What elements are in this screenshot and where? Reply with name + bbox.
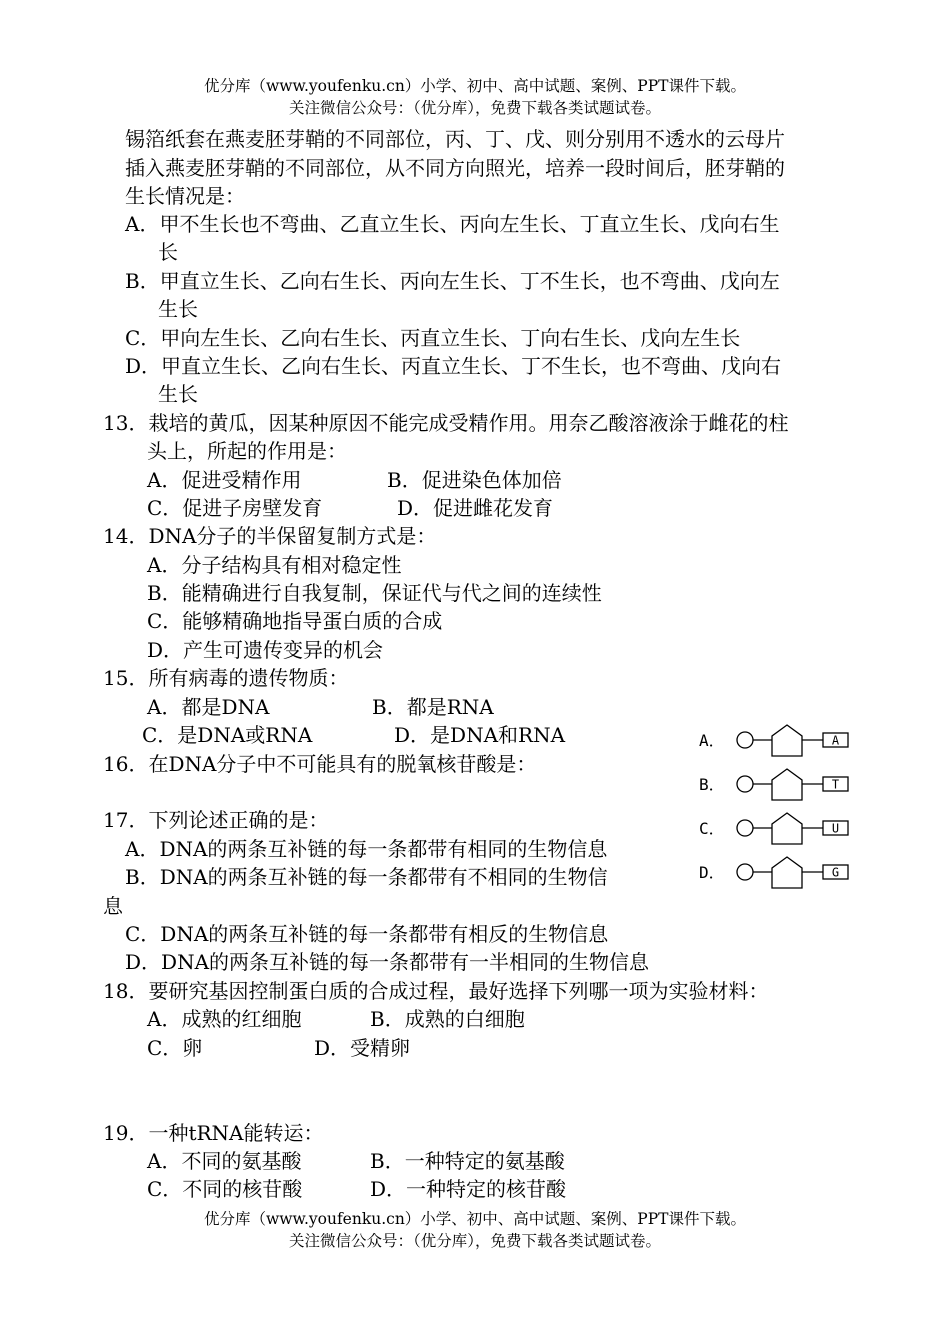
nucleotide-option-c [699, 813, 848, 844]
q14-option-d: D．产生可遗传变异的机会 [147, 638, 384, 662]
nucleotide-option-b [699, 769, 848, 800]
q18-option-c: C．卵 [147, 1036, 203, 1060]
nucleotide-option-d-label: D． [699, 863, 725, 882]
q18-option-b: B．成熟的白细胞 [370, 1007, 525, 1031]
q14-stem: 14．DNA分子的半保留复制方式是： [103, 524, 437, 548]
deoxyribose-a [772, 725, 802, 756]
q12-option-c: C．甲向左生长、乙向右生长、丙直立生长、丁向右生长、戊向左生长 [125, 326, 741, 350]
q13-option-c: C．促进子房壁发育 [147, 496, 323, 520]
base-c-letter: U [831, 821, 840, 836]
deoxyribose-b [772, 769, 802, 800]
q17-option-b: B．DNA的两条互补链的每一条都带有不相同的生物信 [125, 865, 608, 889]
q13-option-a: A．促进受精作用 [147, 468, 302, 492]
deoxyribose-d [772, 857, 802, 888]
nucleotide-option-a [699, 725, 848, 756]
q12-option-a-cont: 长 [158, 240, 178, 264]
q12-stem-line-1: 锡箔纸套在燕麦胚芽鞘的不同部位，丙、丁、戊、则分别用不透水的云母片 [125, 127, 785, 151]
q17-option-c: C．DNA的两条互补链的每一条都带有相反的生物信息 [125, 922, 609, 946]
q13-option-b: B．促进染色体加倍 [387, 468, 562, 492]
header-line-1: 优分库（www.youfenku.cn）小学、初中、高中试题、案例、PPT课件下载。 [203, 77, 747, 95]
q16-stem: 16．在DNA分子中不可能具有的脱氧核苷酸是： [103, 752, 537, 776]
nucleotide-option-a-label: A． [699, 731, 725, 750]
nucleotide-option-c-label: C． [699, 819, 725, 838]
q15-stem: 15．所有病毒的遗传物质： [103, 666, 349, 690]
q13-stem-line-2: 头上，所起的作用是： [147, 439, 347, 463]
q12-option-d-cont: 生长 [158, 382, 198, 406]
q17-option-d: D．DNA的两条互补链的每一条都带有一半相同的生物信息 [125, 950, 650, 974]
q17-option-b-cont: 息 [103, 894, 123, 918]
footer-line-1: 优分库（www.youfenku.cn）小学、初中、高中试题、案例、PPT课件下载。 [203, 1210, 747, 1228]
q18-option-d: D．受精卵 [314, 1036, 411, 1060]
phosphate-c [737, 820, 753, 836]
q15-option-b: B．都是RNA [372, 695, 494, 719]
q17-option-a: A．DNA的两条互补链的每一条都带有相同的生物信息 [125, 837, 608, 861]
q14-option-a: A．分子结构具有相对稳定性 [147, 553, 402, 577]
q19-option-b: B．一种特定的氨基酸 [370, 1149, 565, 1173]
q12-option-b-cont: 生长 [158, 297, 198, 321]
q18-stem: 18．要研究基因控制蛋白质的合成过程，最好选择下列哪一项为实验材料： [103, 979, 769, 1003]
q19-stem: 19．一种tRNA能转运： [103, 1121, 324, 1145]
phosphate-d [737, 864, 753, 880]
base-d-letter: G [831, 865, 840, 880]
q17-stem: 17．下列论述正确的是： [103, 808, 329, 832]
nucleotide-diagram [695, 722, 855, 902]
header-line-2: 关注微信公众号：（优分库），免费下载各类试题试卷。 [288, 99, 661, 117]
q18-option-a: A．成熟的红细胞 [147, 1007, 302, 1031]
q14-option-b: B．能精确进行自我复制，保证代与代之间的连续性 [147, 581, 602, 605]
base-b-letter: T [831, 777, 840, 792]
q12-option-d: D．甲直立生长、乙向右生长、丙直立生长、丁不生长，也不弯曲、戊向右 [125, 354, 782, 378]
phosphate-b [737, 776, 753, 792]
nucleotide-option-b-label: B． [699, 775, 725, 794]
base-a-letter: A [831, 733, 840, 748]
q19-option-a: A．不同的氨基酸 [147, 1149, 302, 1173]
q19-option-d: D．一种特定的核苷酸 [370, 1177, 567, 1201]
footer-line-2: 关注微信公众号：（优分库），免费下载各类试题试卷。 [288, 1232, 661, 1250]
q12-option-a: A．甲不生长也不弯曲、乙直立生长、丙向左生长、丁直立生长、戊向右生 [125, 212, 780, 236]
q13-option-d: D．促进雌花发育 [397, 496, 554, 520]
q15-option-c: C．是DNA或RNA [142, 723, 313, 747]
nucleotide-option-d [699, 857, 848, 888]
phosphate-a [737, 732, 753, 748]
q12-option-b: B．甲直立生长、乙向右生长、丙向左生长、丁不生长，也不弯曲、戊向左 [125, 269, 780, 293]
q13-stem-line-1: 13．栽培的黄瓜，因某种原因不能完成受精作用。用奈乙酸溶液涂于雌花的柱 [103, 411, 789, 435]
deoxyribose-c [772, 813, 802, 844]
q14-option-c: C．能够精确地指导蛋白质的合成 [147, 609, 443, 633]
q12-stem-line-2: 插入燕麦胚芽鞘的不同部位，从不同方向照光，培养一段时间后，胚芽鞘的 [125, 156, 785, 180]
q19-option-c: C．不同的核苷酸 [147, 1177, 303, 1201]
q12-stem-line-3: 生长情况是： [125, 184, 245, 208]
q15-option-a: A．都是DNA [147, 695, 270, 719]
q15-option-d: D．是DNA和RNA [394, 723, 566, 747]
